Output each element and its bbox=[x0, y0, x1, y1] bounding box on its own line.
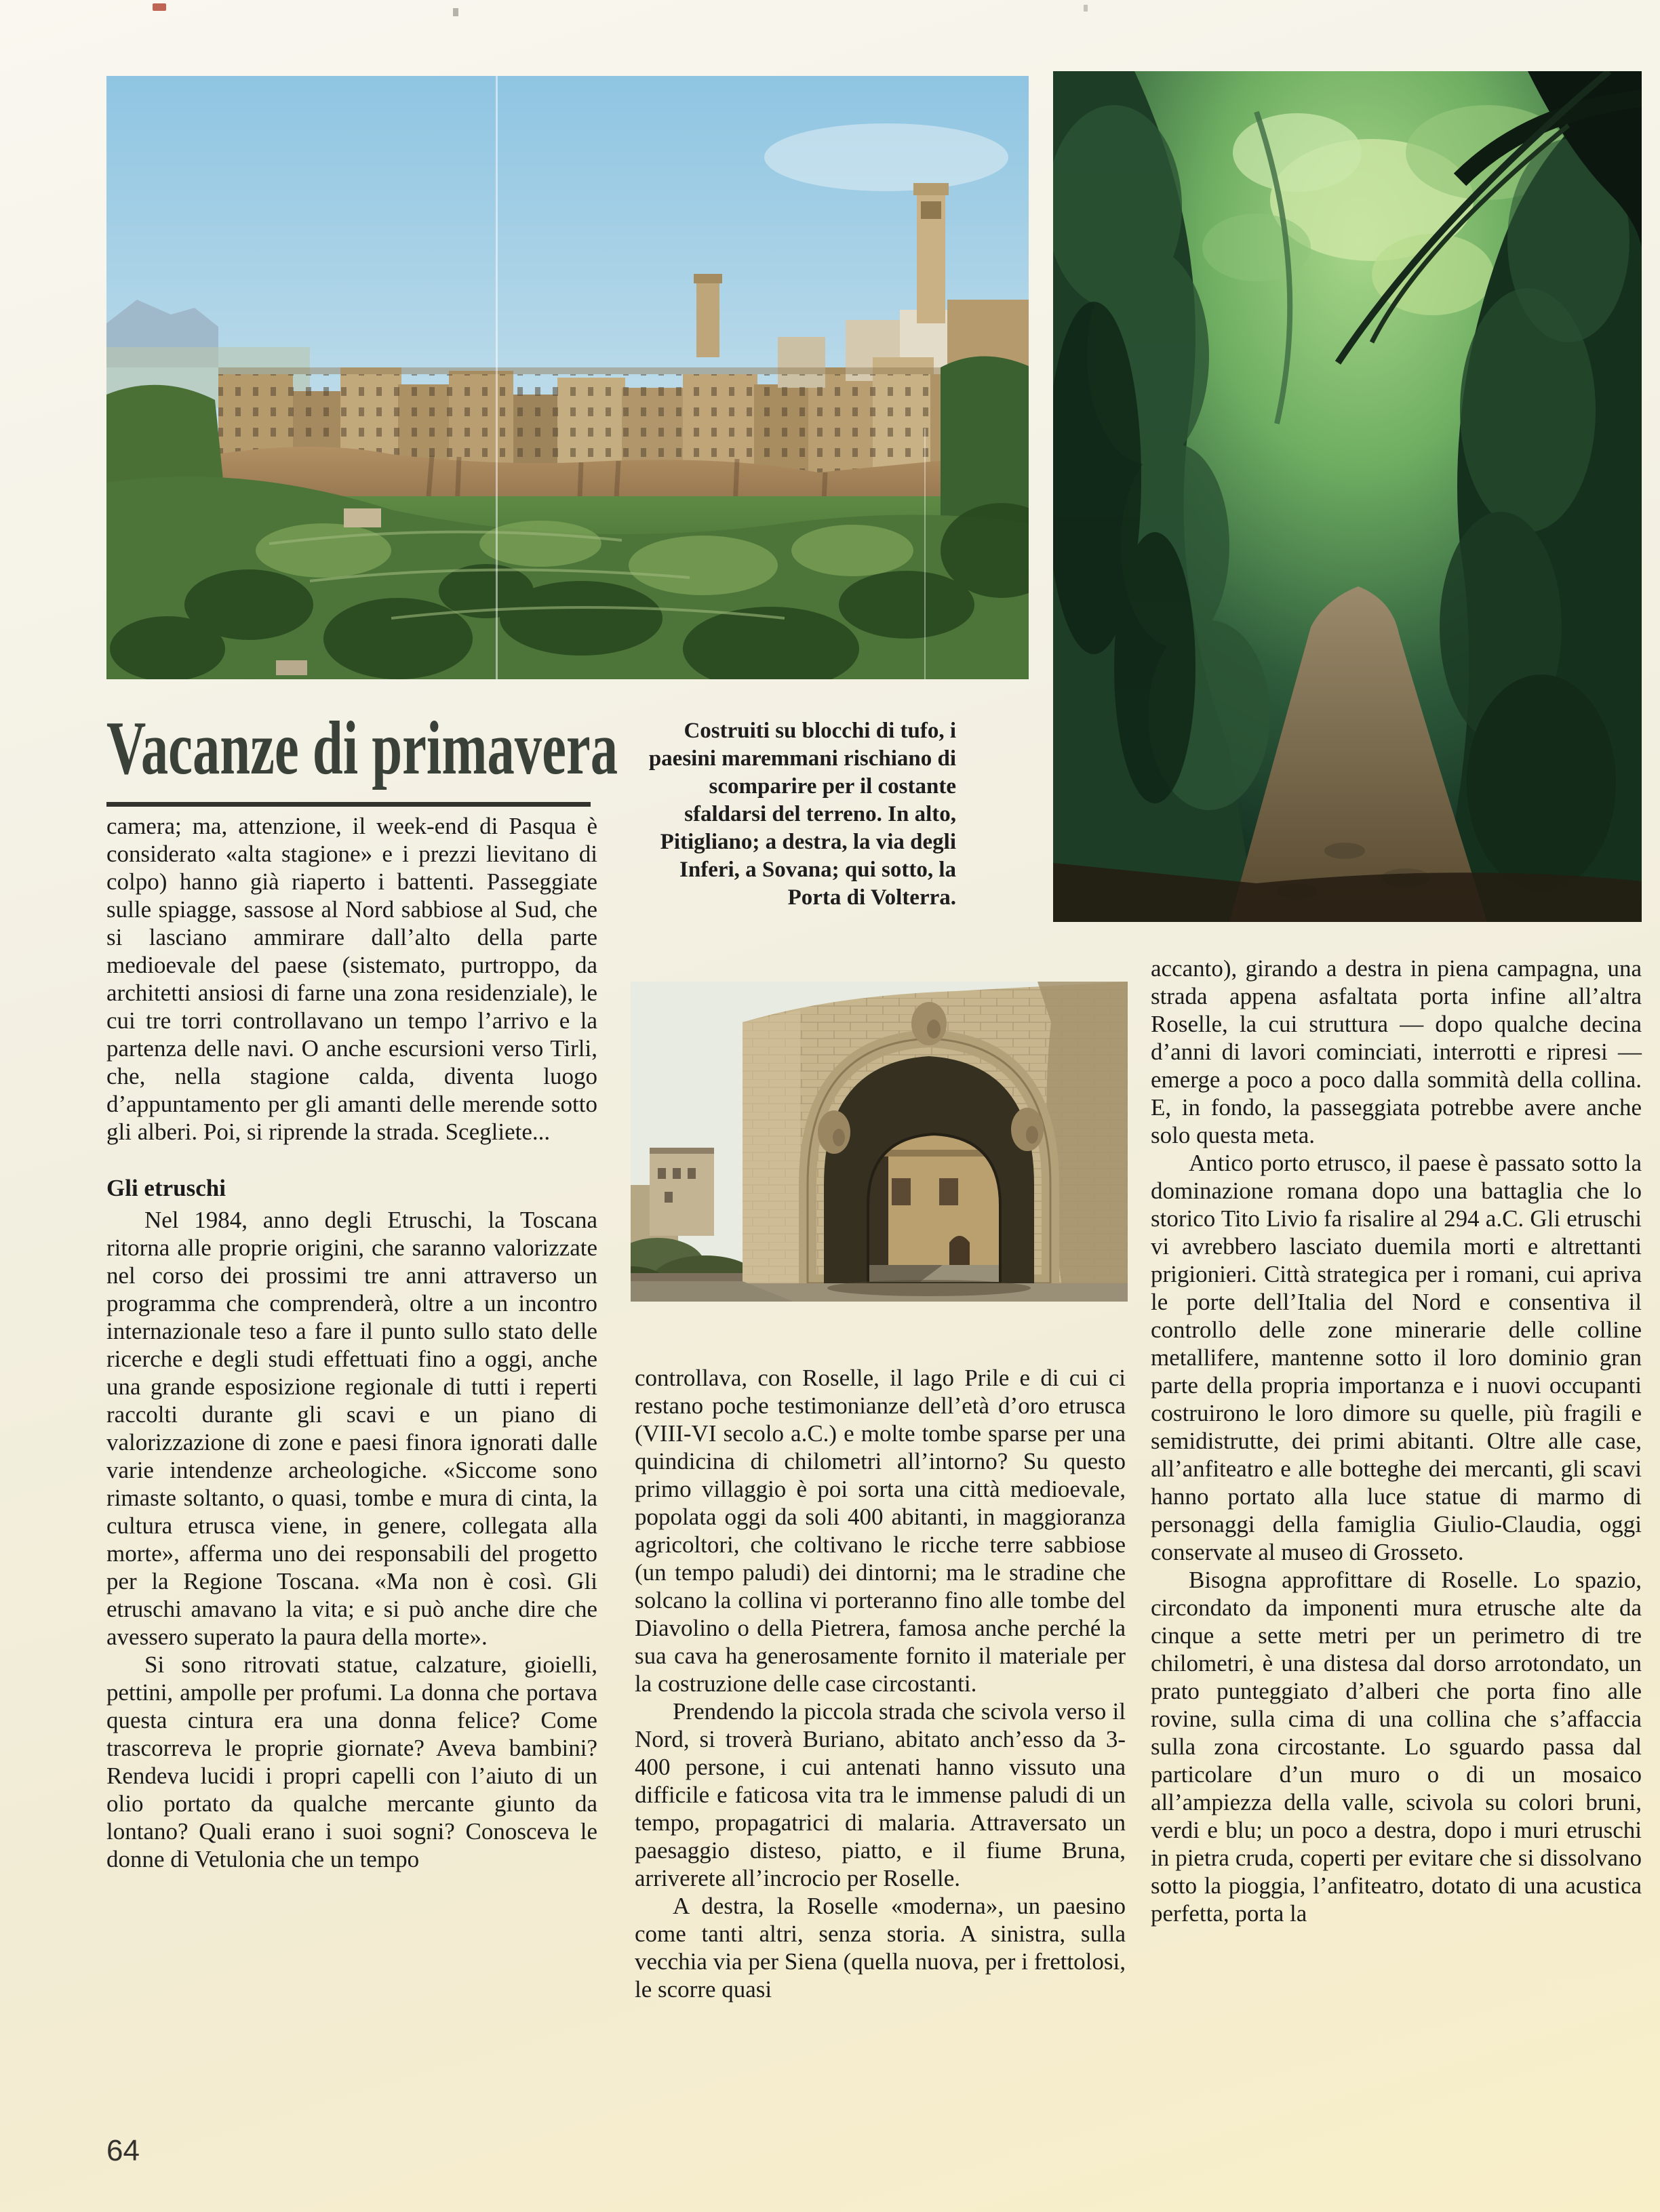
photo-porta-di-volterra-gate bbox=[631, 982, 1128, 1302]
column-right bbox=[1151, 954, 1642, 1927]
scan-artifact bbox=[1084, 5, 1088, 12]
scan-artifact bbox=[153, 3, 166, 11]
section-heading: Gli etruschi bbox=[106, 1175, 226, 1201]
photo-via-degli-inferi-path bbox=[1053, 71, 1642, 922]
article-title: Vacanze di primavera bbox=[106, 706, 618, 790]
photo-pitigliano-hilltop-town bbox=[106, 76, 1029, 679]
article-paragraph: Nel 1984, anno degli Etruschi, la Toscana ritorna alle proprie origini, che saranno valorizzate nel corso dei prossimi tre anni attraverso un programma che comprenderà, oltre a un incontro internazionale teso a fare il punto sullo stato delle ricerche e degli studi effettuati fino a oggi, anche una grande esposizione regionale di tutti i reperti raccolti durante gli scavi e un piano di valorizzazione di zone e paesi finora ignorati dalle varie intendenze archeologiche. «Siccome sono rimaste soltanto, o quasi, tombe e mura di cinta, la cultura etrusca viene, in genere, collegata alla morte», afferma uno dei responsabili del progetto per la Regione Toscana. «Ma non è così. Gli etruschi amavano la vita; e si può anche dire che avessero superato la paura della morte». bbox=[106, 1207, 597, 1650]
article-paragraph: camera; ma, attenzione, il week-end di Pasqua è considerato «alta stagione» e i prezzi lievitano di colpo) hanno già riaperto i battenti. Passeggiate sulle spiagge, sassose al Nord sabbiose al Sud, che si lasciano ammirare dall’alto della parte medioevale del paese (sistemato, purtroppo, da architetti ansiosi di farne una zona residenziale), le cui tre torri controllavano un tempo l’arrivo e la partenza delle navi. O anche escursioni verso Tirli, che, nella stagione calda, diventa luogo d’appuntamento per gli amanti delle merende sotto gli alberi. Poi, si riprende la strada. Scegliete... bbox=[106, 813, 597, 1145]
article-paragraph: Bisogna approfittare di Roselle. Lo spazio, circondato da imponenti mura etrusche alte da cinque a sette metri per un perimetro di tre chilometri, è una distesa dal dorso arrotondato, un prato punteggiato d’alberi che porta fino alle rovine, sulla cima di una collina che s’affaccia sulla zona circostante. Lo sguardo passa dal particolare d’un muro o di un mosaico all’ampiezza della valle, scivola su colori bruni, verdi e blu; un poco a destra, dopo i muri etruschi in pietra cruda, coperti per evitare che si dissolvano sotto la pioggia, l’anfiteatro, dotato di una acustica perfetta, porta la bbox=[1151, 1567, 1642, 1927]
article-paragraph: Antico porto etrusco, il paese è passato sotto la dominazione romana dopo una battaglia che lo storico Tito Livio fa risalire al 294 a.C. Gli etruschi vi avrebbero lasciato duemila morti e altrettanti prigionieri. Città strategica per i romani, cui apriva le porte dell’Italia del Nord e consentiva il controllo delle zone minerarie delle colline metallifere, mantenne sotto il loro dominio gran parte della propria importanza e i nuovi occupanti costruirono le loro dimore su quelle, più fragili e semidistrutte, dei primi abitanti. Oltre alle case, all’anfiteatro e alle botteghe dei mercanti, gli scavi hanno portato alla luce statue di marmo di personaggi della famiglia Giulio-Claudia, oggi conservate al museo di Grosseto. bbox=[1151, 1150, 1642, 1565]
article-paragraph: A destra, la Roselle «moderna», un paesino come tanti altri, senza storia. A sinistra, sulla vecchia via per Siena (quella nuova, per i frettolosi, le scorre quasi bbox=[635, 1893, 1126, 2003]
title-rule bbox=[106, 802, 591, 807]
column-left bbox=[106, 812, 597, 1873]
photo-caption: Costruiti su blocchi di tufo, i paesini maremmani rischiano di scomparire per il costante sfaldarsi del terreno. In alto, Pitigliano; a destra, la via degli Inferi, a Sovana; qui sotto, la Porta di Volterra. bbox=[648, 719, 956, 910]
scan-artifact bbox=[453, 8, 458, 16]
article-paragraph: accanto), girando a destra in piena campagna, una strada appena asfaltata porta infine all’altra Roselle, la cui struttura — dopo qualche decina d’anni di lavori cominciati, interrotti e ripresi — emerge a poco a poco dalla sommità della collina. E, in fondo, la passeggiata potrebbe avere anche solo questa meta. bbox=[1151, 955, 1642, 1148]
page-number: 64 bbox=[106, 2134, 140, 2167]
article-paragraph: Prendendo la piccola strada che scivola verso il Nord, si troverà Buriano, abitato anch’esso da 3-400 persone, i cui antenati hanno vissuto una difficile e faticosa vita tra le immense paludi di un tempo, propagatrici di malaria. Attraversato un paesaggio disteso, piatto, e il fiume Bruna, arriverete all’incrocio per Roselle. bbox=[635, 1698, 1126, 1891]
article-paragraph: controllava, con Roselle, il lago Prile e di cui ci restano poche testimonianze dell’età d’oro etrusca (VIII-VI secolo a.C.) e molte tombe sparse per una quindicina di chilometri all’intorno? Su questo primo villaggio è poi sorta una città medioevale, popolata oggi da soli 400 abitanti, in maggioranza agricoltori, che coltivano le ricche terre sabbiose (un tempo paludi) dei dintorni; ma le stradine che solcano la collina vi porteranno fino alle tombe del Diavolino o della Pietrera, famosa anche perché la sua cava ha generosamente fornito il materiale per la costruzione delle case circostanti. bbox=[635, 1365, 1126, 1697]
article-paragraph: Si sono ritrovati statue, calzature, gioielli, pettini, ampolle per profumi. La donna che portava questa cintura era una donna felice? Come trascorreva le proprie giornate? Aveva bambini? Rendeva lucidi i propri capelli con l’aiuto di un olio portato da qualche mercante giunto da lontano? Quali erano i suoi sogni? Conosceva le donne di Vetulonia che un tempo bbox=[106, 1651, 597, 1872]
column-middle bbox=[635, 1364, 1126, 2003]
